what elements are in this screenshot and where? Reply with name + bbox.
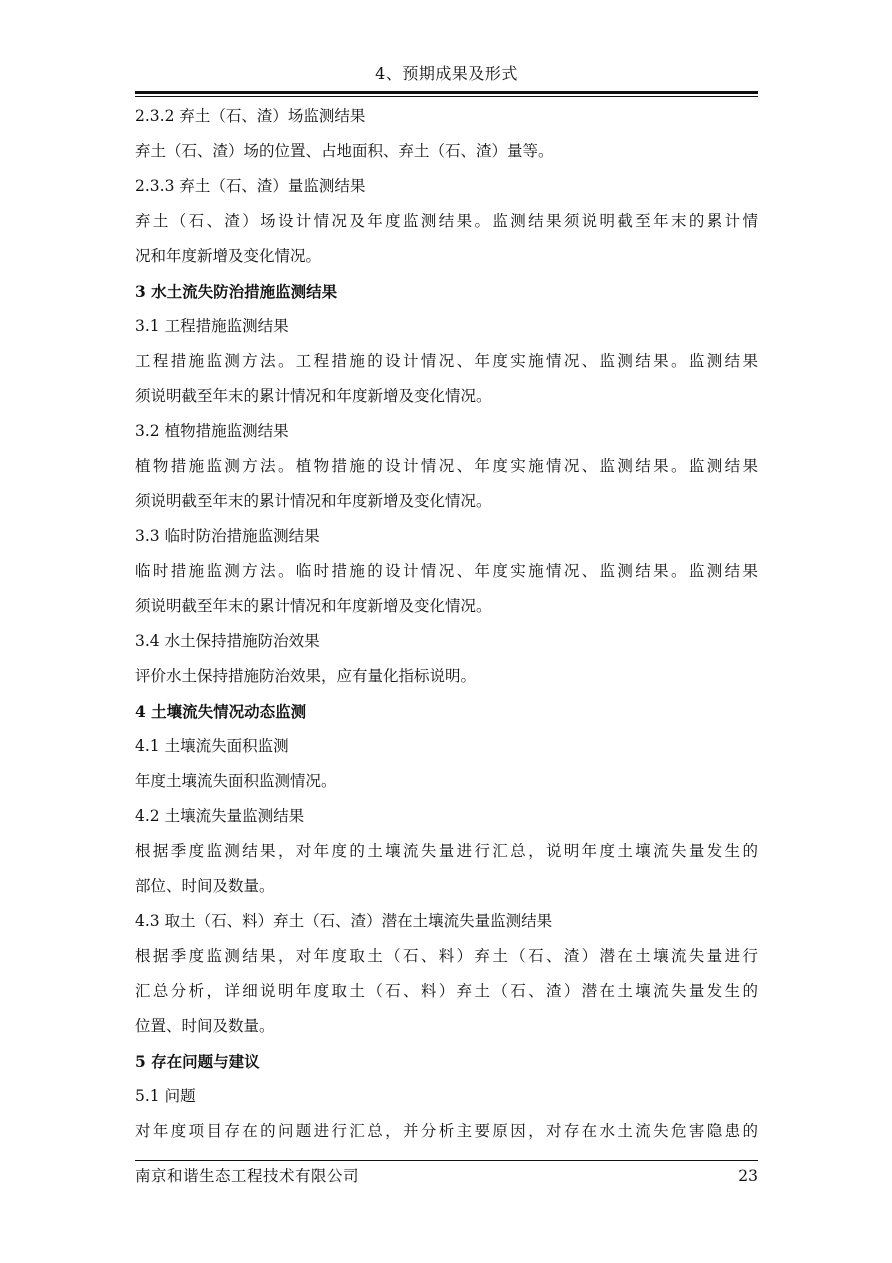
subsection-heading: 3.3 临时防治措施监测结果 [135, 527, 320, 545]
section-heading: 5 存在问题与建议 [135, 1052, 260, 1071]
body-text-line: 须说明截至年末的累计情况和年度新增及变化情况。 [135, 597, 492, 615]
body-text-line: 须说明截至年末的累计情况和年度新增及变化情况。 [135, 387, 492, 405]
footer-rule [135, 1160, 758, 1161]
body-text-line: 根据季度监测结果，对年度取土（石、料）弃土（石、渣）潜在土壤流失量进行 [135, 947, 758, 965]
body-text-line: 部位、时间及数量。 [135, 877, 275, 895]
subsection-heading: 4.3 取土（石、料）弃土（石、渣）潜在土壤流失量监测结果 [135, 912, 553, 930]
subsection-heading: 2.3.2 弃土（石、渣）场监测结果 [135, 107, 366, 125]
body-text-line: 临时措施监测方法。临时措施的设计情况、年度实施情况、监测结果。监测结果 [135, 562, 758, 580]
body-text-line: 位置、时间及数量。 [135, 1017, 275, 1035]
body-text-line: 工程措施监测方法。工程措施的设计情况、年度实施情况、监测结果。监测结果 [135, 352, 758, 370]
subsection-heading: 4.1 土壤流失面积监测 [135, 737, 289, 755]
body-text-line: 年度土壤流失面积监测情况。 [135, 772, 337, 790]
body-text-line: 弃土（石、渣）场设计情况及年度监测结果。监测结果须说明截至年末的累计情 [135, 212, 758, 230]
page-header-title: 4、预期成果及形式 [375, 64, 518, 83]
subsection-heading: 4.2 土壤流失量监测结果 [135, 807, 305, 825]
body-text-line: 须说明截至年末的累计情况和年度新增及变化情况。 [135, 492, 492, 510]
subsection-heading: 3.4 水土保持措施防治效果 [135, 632, 320, 650]
body-text-line: 植物措施监测方法。植物措施的设计情况、年度实施情况、监测结果。监测结果 [135, 457, 758, 475]
subsection-heading: 3.2 植物措施监测结果 [135, 422, 289, 440]
section-heading: 3 水土流失防治措施监测结果 [135, 282, 338, 301]
subsection-heading: 3.1 工程措施监测结果 [135, 317, 289, 335]
body-text-line: 评价水土保持措施防治效果，应有量化指标说明。 [135, 667, 477, 685]
page-number: 23 [738, 1167, 758, 1185]
body-text-line: 况和年度新增及变化情况。 [135, 247, 322, 265]
body-text-line: 弃土（石、渣）场的位置、占地面积、弃土（石、渣）量等。 [135, 142, 554, 160]
section-heading: 4 土壤流失情况动态监测 [135, 702, 307, 721]
subsection-heading: 5.1 问题 [135, 1087, 196, 1105]
document-body [135, 99, 758, 1149]
body-text-line: 汇总分析，详细说明年度取土（石、料）弃土（石、渣）潜在土壤流失量发生的 [135, 982, 758, 1000]
header-rule-thick [135, 91, 758, 94]
header-rule-thin [135, 96, 758, 97]
body-text-line: 根据季度监测结果，对年度的土壤流失量进行汇总，说明年度土壤流失量发生的 [135, 842, 758, 860]
subsection-heading: 2.3.3 弃土（石、渣）量监测结果 [135, 177, 366, 195]
footer-company: 南京和谐生态工程技术有限公司 [135, 1167, 360, 1185]
body-text-line: 对年度项目存在的问题进行汇总，并分析主要原因，对存在水土流失危害隐患的 [135, 1122, 758, 1140]
